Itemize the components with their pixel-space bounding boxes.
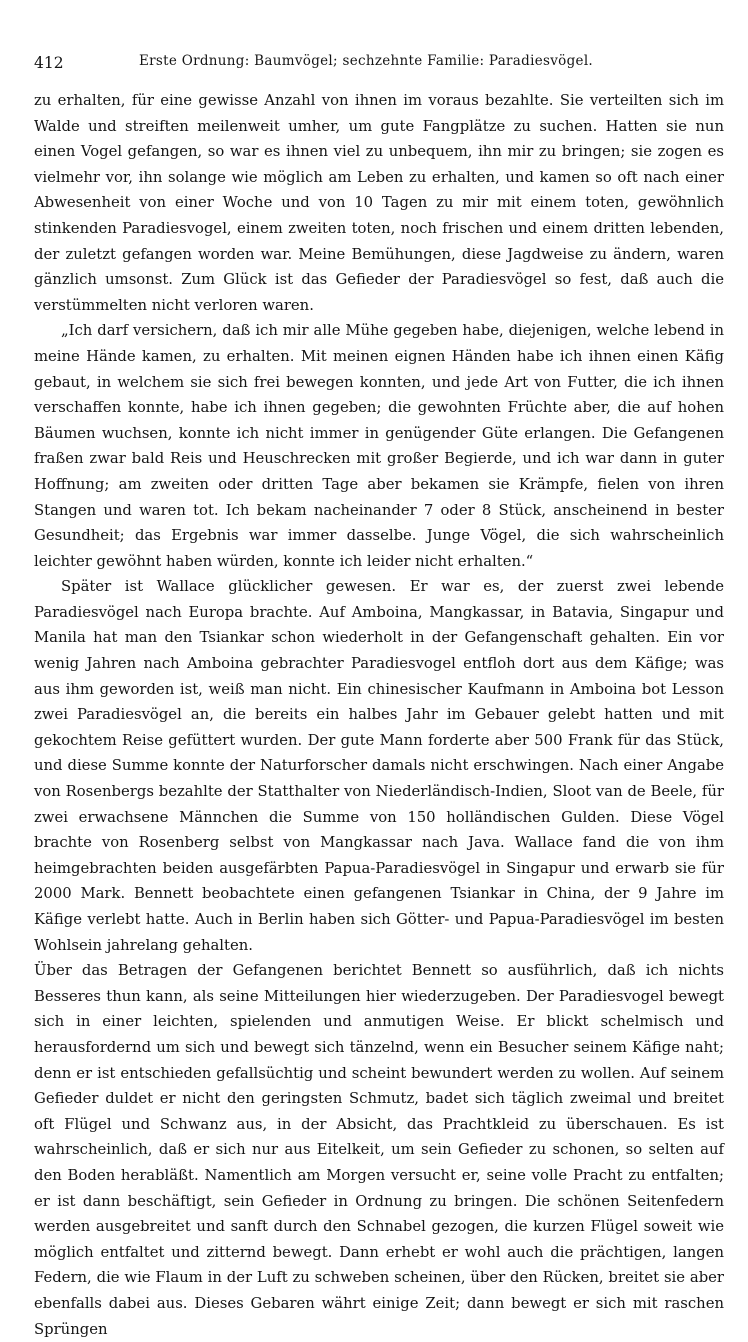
paragraph-quote: „Ich darf versichern, daß ich mir alle Mühe gegeben habe, diejenigen, welche lebend in meine Hände kamen, zu erhalten. Mit meinen eignen Händen habe ich ihnen einen Käfig gebaut, in welchem sie sich frei bewegen konnten, und jede Art von Futter, die ich ihnen verschaffen konnte, habe ich ihnen gegeben; die gewohnten Früchte aber, die auf hohen Bäumen wuchsen, konnte ich nicht immer in genügender Güte erlangen. Die Gefangenen fraßen zwar bald Reis und Heuschrecken mit großer Begierde, und ich war dann in guter Hoffnung; am zweiten oder dritten Tage aber bekamen sie Krämpfe, fielen von ihren Stangen und waren tot. Ich bekam nacheinander 7 oder 8 Stück, anscheinend in bester Gesundheit; das Ergebnis war immer dasselbe. Junge Vögel, die sich wahrscheinlich leichter gewöhnt haben würden, konnte ich leider nicht erhalten.“ — [34, 322, 724, 570]
body-text — [34, 88, 724, 1342]
paragraph-wallace: Später ist Wallace glücklicher gewesen. Er war es, der zuerst zwei lebende Paradiesvögel nach Europa brachte. Auf Amboina, Mangkassar, in Batavia, Singapur und Manila hat man den Tsiankar schon wiederholt in der Gefangenschaft gehalten. Ein vor wenig Jahren nach Amboina gebrachter Paradiesvogel entfloh dort aus dem Käfige; was aus ihm geworden ist, weiß man nicht. Ein chinesischer Kaufmann in Amboina bot Lesson zwei Paradiesvögel an, die bereits ein halbes Jahr im Gebauer gelebt hatten und mit gekochtem Reise gefüttert wurden. Der gute Mann forderte aber 500 Frank für das Stück, und diese Summe konnte der Naturforscher damals nicht erschwingen. Nach einer Angabe von Rosenbergs bezahlte der Statthalter von Niederländisch-Indien, Sloot van de Beele, für zwei erwachsene Männchen die Summe von 150 holländischen Gulden. Diese Vögel brachte von Rosenberg selbst von Mangkassar nach Java. Wallace fand die von ihm heimgebrachten beiden ausgefärbten Papua-Paradiesvögel in Singapur und erwarb sie für 2000 Mark. Bennett beobachtete einen gefangenen Tsiankar in China, der 9 Jahre im Käfige verlebt hatte. Auch in Berlin haben sich Götter- und Papua-Paradiesvögel im besten Wohlsein jahrelang gehalten. — [34, 578, 724, 954]
paragraph-bennett: Über das Betragen der Gefangenen berichtet Bennett so ausführlich, daß ich nichts Besseres thun kann, als seine Mitteilungen hier wiederzugeben. Der Paradiesvogel bewegt sich in einer leichten, spielenden und anmutigen Weise. Er blickt schelmisch und herausfordernd um sich und bewegt sich tänzelnd, wenn ein Besucher seinem Käfige naht; denn er ist entschieden gefallsüchtig und scheint bewundert werden zu wollen. Auf seinem Gefieder duldet er nicht den geringsten Schmutz, badet sich täglich zweimal und breitet oft Flügel und Schwanz aus, in der Absicht, das Prachtkleid zu überschauen. Es ist wahrscheinlich, daß er sich nur aus Eitelkeit, um sein Gefieder zu schonen, so selten auf den Boden herabläßt. Namentlich am Morgen versucht er, seine volle Pracht zu entfalten; er ist dann beschäftigt, sein Gefieder in Ordnung zu bringen. Die schönen Seitenfedern werden ausgebreitet und sanft durch den Schnabel gezogen, die kurzen Flügel soweit wie möglich entfaltet und zitternd bewegt. Dann erhebt er wohl auch die prächtigen, langen Federn, die wie Flaum in der Luft zu schweben scheinen, über den Rücken, breitet sie aber ebenfalls dabei aus. Dieses Gebaren währt einige Zeit; dann bewegt er sich mit raschen Sprüngen — [34, 962, 724, 1338]
page-number: 412 — [34, 54, 64, 72]
running-head — [34, 50, 724, 76]
running-head-title: Erste Ordnung: Baumvögel; sechzehnte Familie: Paradiesvögel. — [139, 53, 594, 69]
paragraph-continuation: zu erhalten, für eine gewisse Anzahl von ihnen im voraus bezahlte. Sie verteilten sich im Walde und streiften meilenweit umher, um gute Fangplätze zu suchen. Hatten sie nun einen Vogel gefangen, so war es ihnen viel zu unbequem, ihn mir zu bringen; sie zogen es vielmehr vor, ihn solange wie möglich am Leben zu erhalten, und kamen so oft nach einer Abwesenheit von einer Woche und von 10 Tagen zu mir mit einem toten, gewöhnlich stinkenden Paradiesvogel, einem zweiten toten, noch frischen und einem dritten lebenden, der zuletzt gefangen worden war. Meine Bemühungen, diese Jagdweise zu ändern, waren gänzlich umsonst. Zum Glück ist das Gefieder der Paradiesvögel so fest, daß auch die verstümmelten nicht verloren waren. — [34, 92, 724, 314]
